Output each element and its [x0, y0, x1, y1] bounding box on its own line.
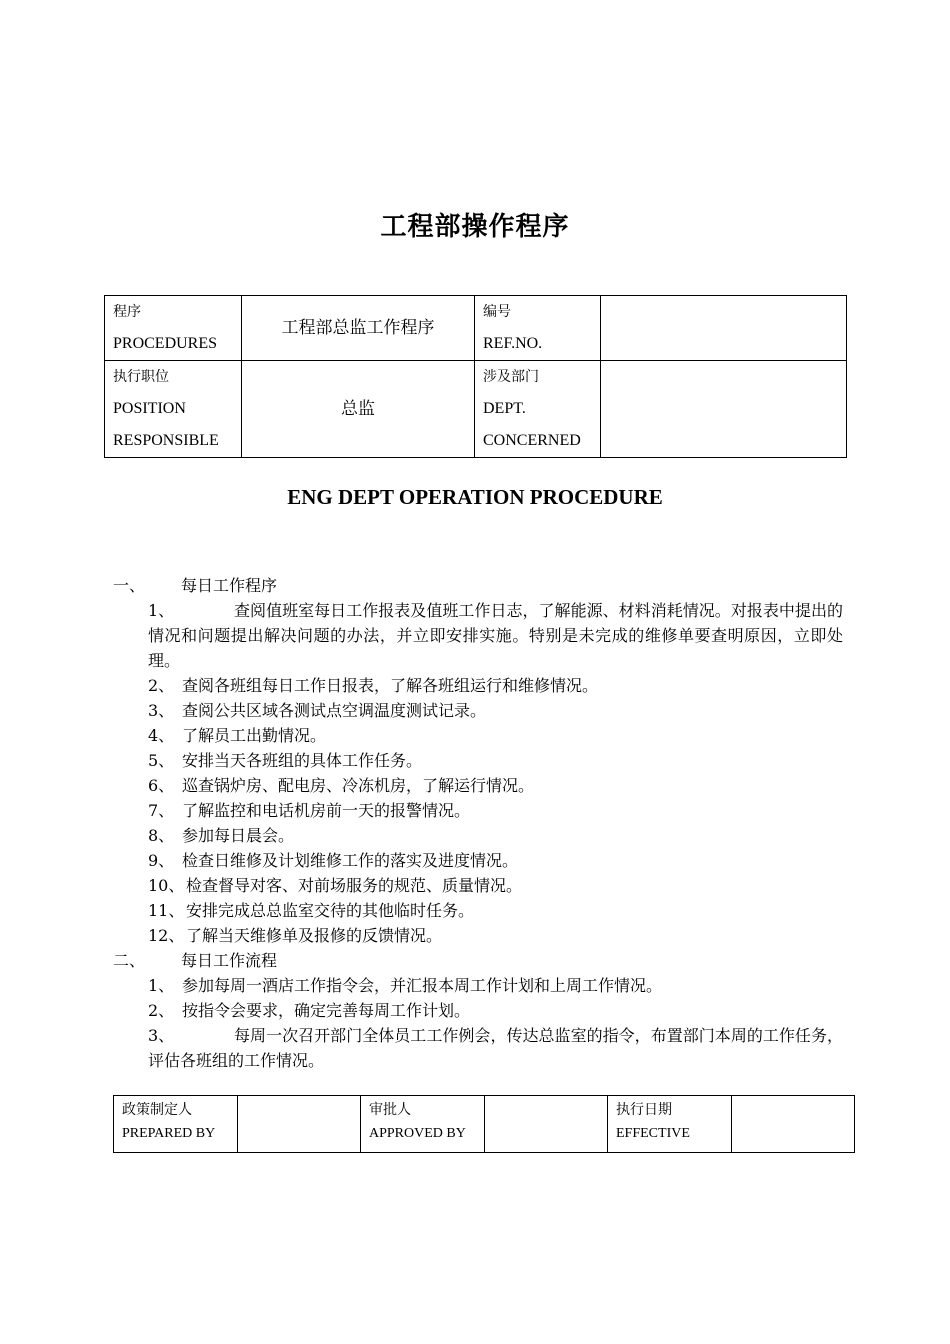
list-item [113, 698, 843, 723]
procedures-label-cell [105, 296, 242, 361]
item-number: 9、 [148, 851, 175, 870]
effective-label-cell [608, 1096, 732, 1153]
dept-label-cell [475, 361, 601, 458]
item-number: 2、 [148, 1001, 175, 1020]
item-number: 12、 [148, 926, 185, 945]
list-item [113, 723, 843, 748]
section-number: 一、 [113, 576, 146, 595]
item-number: 3、 [148, 701, 175, 720]
approved-value [484, 1096, 608, 1153]
item-number: 3、 [148, 1026, 175, 1045]
document-subtitle: ENG DEPT OPERATION PROCEDURE [287, 485, 663, 509]
item-text: 按指令会要求，确定完善每周工作计划。 [182, 1001, 471, 1020]
list-item [113, 1023, 843, 1073]
section-title: 每日工作程序 [181, 576, 278, 595]
document-title: 工程部操作程序 [380, 212, 570, 242]
item-text: 了解员工出勤情况。 [182, 726, 327, 745]
procedure-body [113, 573, 843, 1073]
item-text: 查阅各班组每日工作日报表，了解各班组运行和维修情况。 [182, 676, 599, 695]
item-text: 检查日维修及计划维修工作的落实及进度情况。 [182, 851, 519, 870]
section-heading [113, 573, 843, 598]
item-text: 参加每日晨会。 [182, 826, 295, 845]
list-item [113, 898, 843, 923]
effective-value [731, 1096, 855, 1153]
list-item [113, 998, 843, 1023]
list-item [113, 798, 843, 823]
procedure-header-table [104, 295, 847, 458]
item-text: 安排当天各班组的具体工作任务。 [182, 751, 423, 770]
approved-label-cell [361, 1096, 485, 1153]
section-title: 每日工作流程 [181, 951, 278, 970]
dept-label-en2: CONCERNED [483, 432, 581, 449]
ref-label-cn: 编号 [483, 304, 511, 320]
list-item [113, 773, 843, 798]
item-text: 检查督导对客、对前场服务的规范、质量情况。 [186, 876, 523, 895]
item-text: 安排完成总总监室交待的其他临时任务。 [186, 901, 475, 920]
ref-label-cell [475, 296, 601, 361]
procedures-label-en: PROCEDURES [113, 335, 218, 352]
item-text: 了解监控和电话机房前一天的报警情况。 [182, 801, 471, 820]
prepared-label-en: PREPARED BY [122, 1126, 216, 1141]
approved-label-cn: 审批人 [369, 1102, 411, 1118]
list-item [113, 823, 843, 848]
position-label-en1: POSITION [113, 400, 186, 417]
list-item [113, 748, 843, 773]
position-label-cell [105, 361, 242, 458]
dept-label-en1: DEPT. [483, 400, 526, 417]
list-item [113, 673, 843, 698]
prepared-value [237, 1096, 361, 1153]
item-number: 6、 [148, 776, 175, 795]
procedures-label-cn: 程序 [113, 304, 141, 320]
item-number: 10、 [148, 876, 185, 895]
item-number: 11、 [148, 901, 185, 920]
list-item [113, 923, 843, 948]
prepared-label-cell [114, 1096, 238, 1153]
item-text: 巡查锅炉房、配电房、冷冻机房，了解运行情况。 [182, 776, 535, 795]
approved-label-en: APPROVED BY [369, 1126, 466, 1141]
position-label-cn: 执行职位 [113, 369, 169, 385]
section-number: 二、 [113, 951, 146, 970]
dept-value [601, 361, 847, 458]
effective-label-cn: 执行日期 [616, 1102, 672, 1118]
approval-footer-table [113, 1095, 855, 1153]
dept-label-cn: 涉及部门 [483, 369, 539, 385]
prepared-label-cn: 政策制定人 [122, 1102, 192, 1118]
item-text: 查阅公共区域各测试点空调温度测试记录。 [182, 701, 487, 720]
item-number: 1、 [148, 601, 175, 620]
position-label-en2: RESPONSIBLE [113, 432, 219, 449]
section-heading [113, 948, 843, 973]
item-number: 4、 [148, 726, 175, 745]
ref-value [601, 296, 847, 361]
position-value: 总监 [242, 361, 475, 458]
item-number: 8、 [148, 826, 175, 845]
ref-label-en: REF.NO. [483, 335, 543, 352]
item-text: 查阅值班室每日工作报表及值班工作日志，了解能源、材料消耗情况。对报表中提出的情况和问题提出解决问题的办法，并立即安排实施。特别是未完成的维修单要查明原因，立即处理。 [148, 601, 843, 670]
procedure-name-value: 工程部总监工作程序 [242, 296, 475, 361]
list-item [113, 848, 843, 873]
list-item [113, 973, 843, 998]
list-item [113, 598, 843, 673]
item-text: 每周一次召开部门全体员工工作例会，传达总监室的指令，布置部门本周的工作任务，评估各班组的工作情况。 [148, 1026, 843, 1070]
item-number: 2、 [148, 676, 175, 695]
item-text: 参加每周一酒店工作指令会，并汇报本周工作计划和上周工作情况。 [182, 976, 663, 995]
item-text: 了解当天维修单及报修的反馈情况。 [186, 926, 443, 945]
effective-label-en: EFFECTIVE [616, 1126, 690, 1141]
item-number: 7、 [148, 801, 175, 820]
item-number: 5、 [148, 751, 175, 770]
list-item [113, 873, 843, 898]
item-number: 1、 [148, 976, 175, 995]
